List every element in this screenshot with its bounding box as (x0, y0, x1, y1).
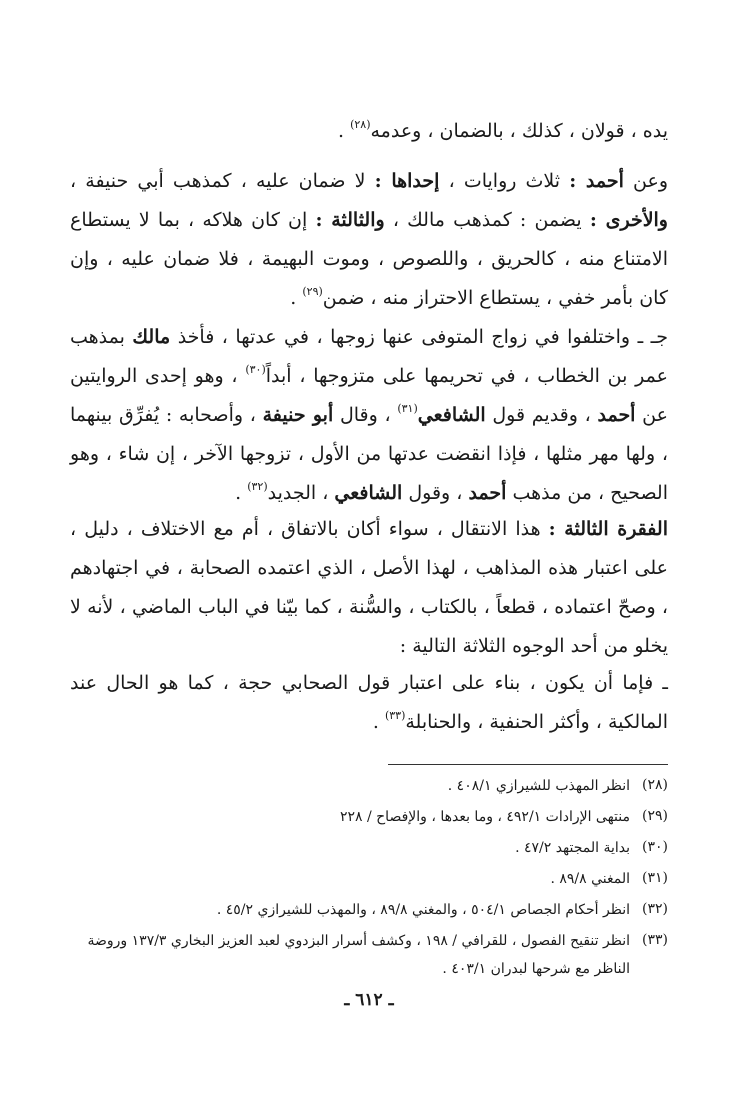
footnote-item (70, 770, 668, 801)
p3-b1: مالك (132, 326, 171, 348)
footnote-item (70, 832, 668, 863)
p5-end: . (372, 711, 385, 733)
paragraph-1 (70, 112, 668, 151)
p3-b6: الشافعي (334, 482, 403, 504)
p1-end: . (337, 120, 351, 142)
footnote-number: (٣١) (642, 870, 668, 886)
footnote-divider (388, 764, 668, 765)
footnote-ref-29[interactable]: (٢٩) (302, 285, 323, 298)
page-number: ـ ٦١٢ ـ (344, 990, 394, 1010)
footnote-text: منتهى الإرادات ٤٩٢/١ ، وما بعدها ، والإفصاح / ٢٢٨ (339, 809, 630, 825)
p2-b2: إحداها : (374, 170, 440, 192)
footnote-number: (٣٢) (642, 901, 668, 917)
p4-b1: الفقرة الثالثة : (548, 518, 668, 540)
footnote-number: (٣٣) (642, 932, 668, 948)
p2-s4: يضمن : كمذهب مالك ، (384, 209, 590, 231)
p3-s2: بمذهب عمر بن الخطاب ، في تحريمها على متزوجها ، أبداً (70, 326, 668, 387)
p3-s3: ، وهو إحدى الروايتين عن (70, 365, 668, 426)
footnote-item (70, 894, 668, 925)
paragraph-4 (70, 510, 668, 666)
footnote-ref-31[interactable]: (٣١) (397, 402, 418, 415)
p2-b3: والأخرى : (589, 209, 668, 231)
p3-s1: جـ ـ واختلفوا في زواج المتوفى عنها زوجها ، في عدتها ، فأخذ (170, 326, 668, 348)
p2-s5: إن كان هلاكه ، بما لا يستطاع الامتناع منه ، كالحريق ، واللصوص ، وموت البهيمة ، فلا ضمان عليه ، وإن كان بأمر خفي ، يستطاع الاحتراز منه ، ضمن (70, 209, 669, 309)
footnote-ref-28[interactable]: (٢٨) (350, 118, 371, 131)
p2-b1: أحمد : (569, 170, 624, 192)
p2-b4: والثالثة : (315, 209, 385, 231)
p4-s1: هذا الانتقال ، سواء أكان بالاتفاق ، أم مع الاختلاف ، دليل ، على اعتبار هذه المذاهب ، لهذا الأصل ، الذي اعتمده الصحابة ، في اجتهادهم ، وصحّ اعتماده ، قطعاً ، بالكتاب ، والسُّنة ، كما بيّنا في الباب الماضي ، لأنه لا يخلو من أحد الوجوه الثلاثة التالية : (70, 518, 668, 657)
p2-s1: وعن (623, 170, 668, 192)
p3-s4: ، وقديم قول (485, 404, 598, 426)
footnote-ref-32[interactable]: (٣٢) (247, 480, 268, 493)
p3-s8: ، الجديد (267, 482, 335, 504)
p3-s5: ، وقال (333, 404, 398, 426)
footnote-text: المغني ٨٩/٨ . (550, 871, 630, 887)
paragraph-5 (70, 664, 668, 742)
p3-end: . (235, 482, 248, 504)
p2-end: . (290, 287, 303, 309)
paragraph-2 (70, 162, 668, 318)
footnote-text: انظر أحكام الجصاص ٥٠٤/١ ، والمغني ٨٩/٨ ، والمهذب للشيرازي ٤٥/٢ . (216, 902, 630, 918)
p2-s3: لا ضمان عليه ، كمذهب أبي حنيفة ، (70, 170, 375, 192)
p3-s6: ، وأصحابه : يُفرِّق بينهما ، ولها مهر مثلها ، فإذا انقضت عدتها من الأول ، تزوجها الآخر ، إن شاء ، وهو الصحيح ، من مذهب (70, 404, 668, 504)
p1-text: يده ، قولان ، كذلك ، بالضمان ، وعدمه (370, 120, 668, 142)
p2-s2: ثلاث روايات ، (439, 170, 570, 192)
footnote-ref-30[interactable]: (٣٠) (245, 363, 266, 376)
footnote-number: (٢٩) (642, 808, 668, 824)
footnote-number: (٢٨) (642, 777, 668, 793)
footnote-item (70, 801, 668, 832)
footnote-text: بداية المجتهد ٤٧/٢ . (515, 840, 630, 856)
p3-b2: أحمد (597, 404, 636, 426)
p3-b4: أبو حنيفة (262, 404, 334, 426)
footnote-text: انظر المهذب للشيرازي ٤٠٨/١ . (447, 778, 630, 794)
paragraph-3 (70, 318, 668, 513)
footnote-text: انظر تنقيح الفصول ، للقرافي / ١٩٨ ، وكشف أسرار البزدوي لعبد العزيز البخاري ١٣٧/٣ وروضة الناظر مع شرحها لبدران ٤٠٣/١ . (87, 933, 630, 977)
footnote-number: (٣٠) (642, 839, 668, 855)
p3-b5: أحمد (468, 482, 507, 504)
p5-text: ـ فإما أن يكون ، بناء على اعتبار قول الصحابي حجة ، كما هو الحال عند المالكية ، وأكثر الحنفية ، والحنابلة (70, 672, 668, 733)
p3-b3: الشافعي (417, 404, 486, 426)
footnotes (70, 770, 668, 983)
footnote-item (70, 863, 668, 894)
footnote-ref-33[interactable]: (٣٣) (384, 709, 406, 722)
p3-s7: ، وقول (402, 482, 469, 504)
footnote-item (70, 925, 668, 983)
